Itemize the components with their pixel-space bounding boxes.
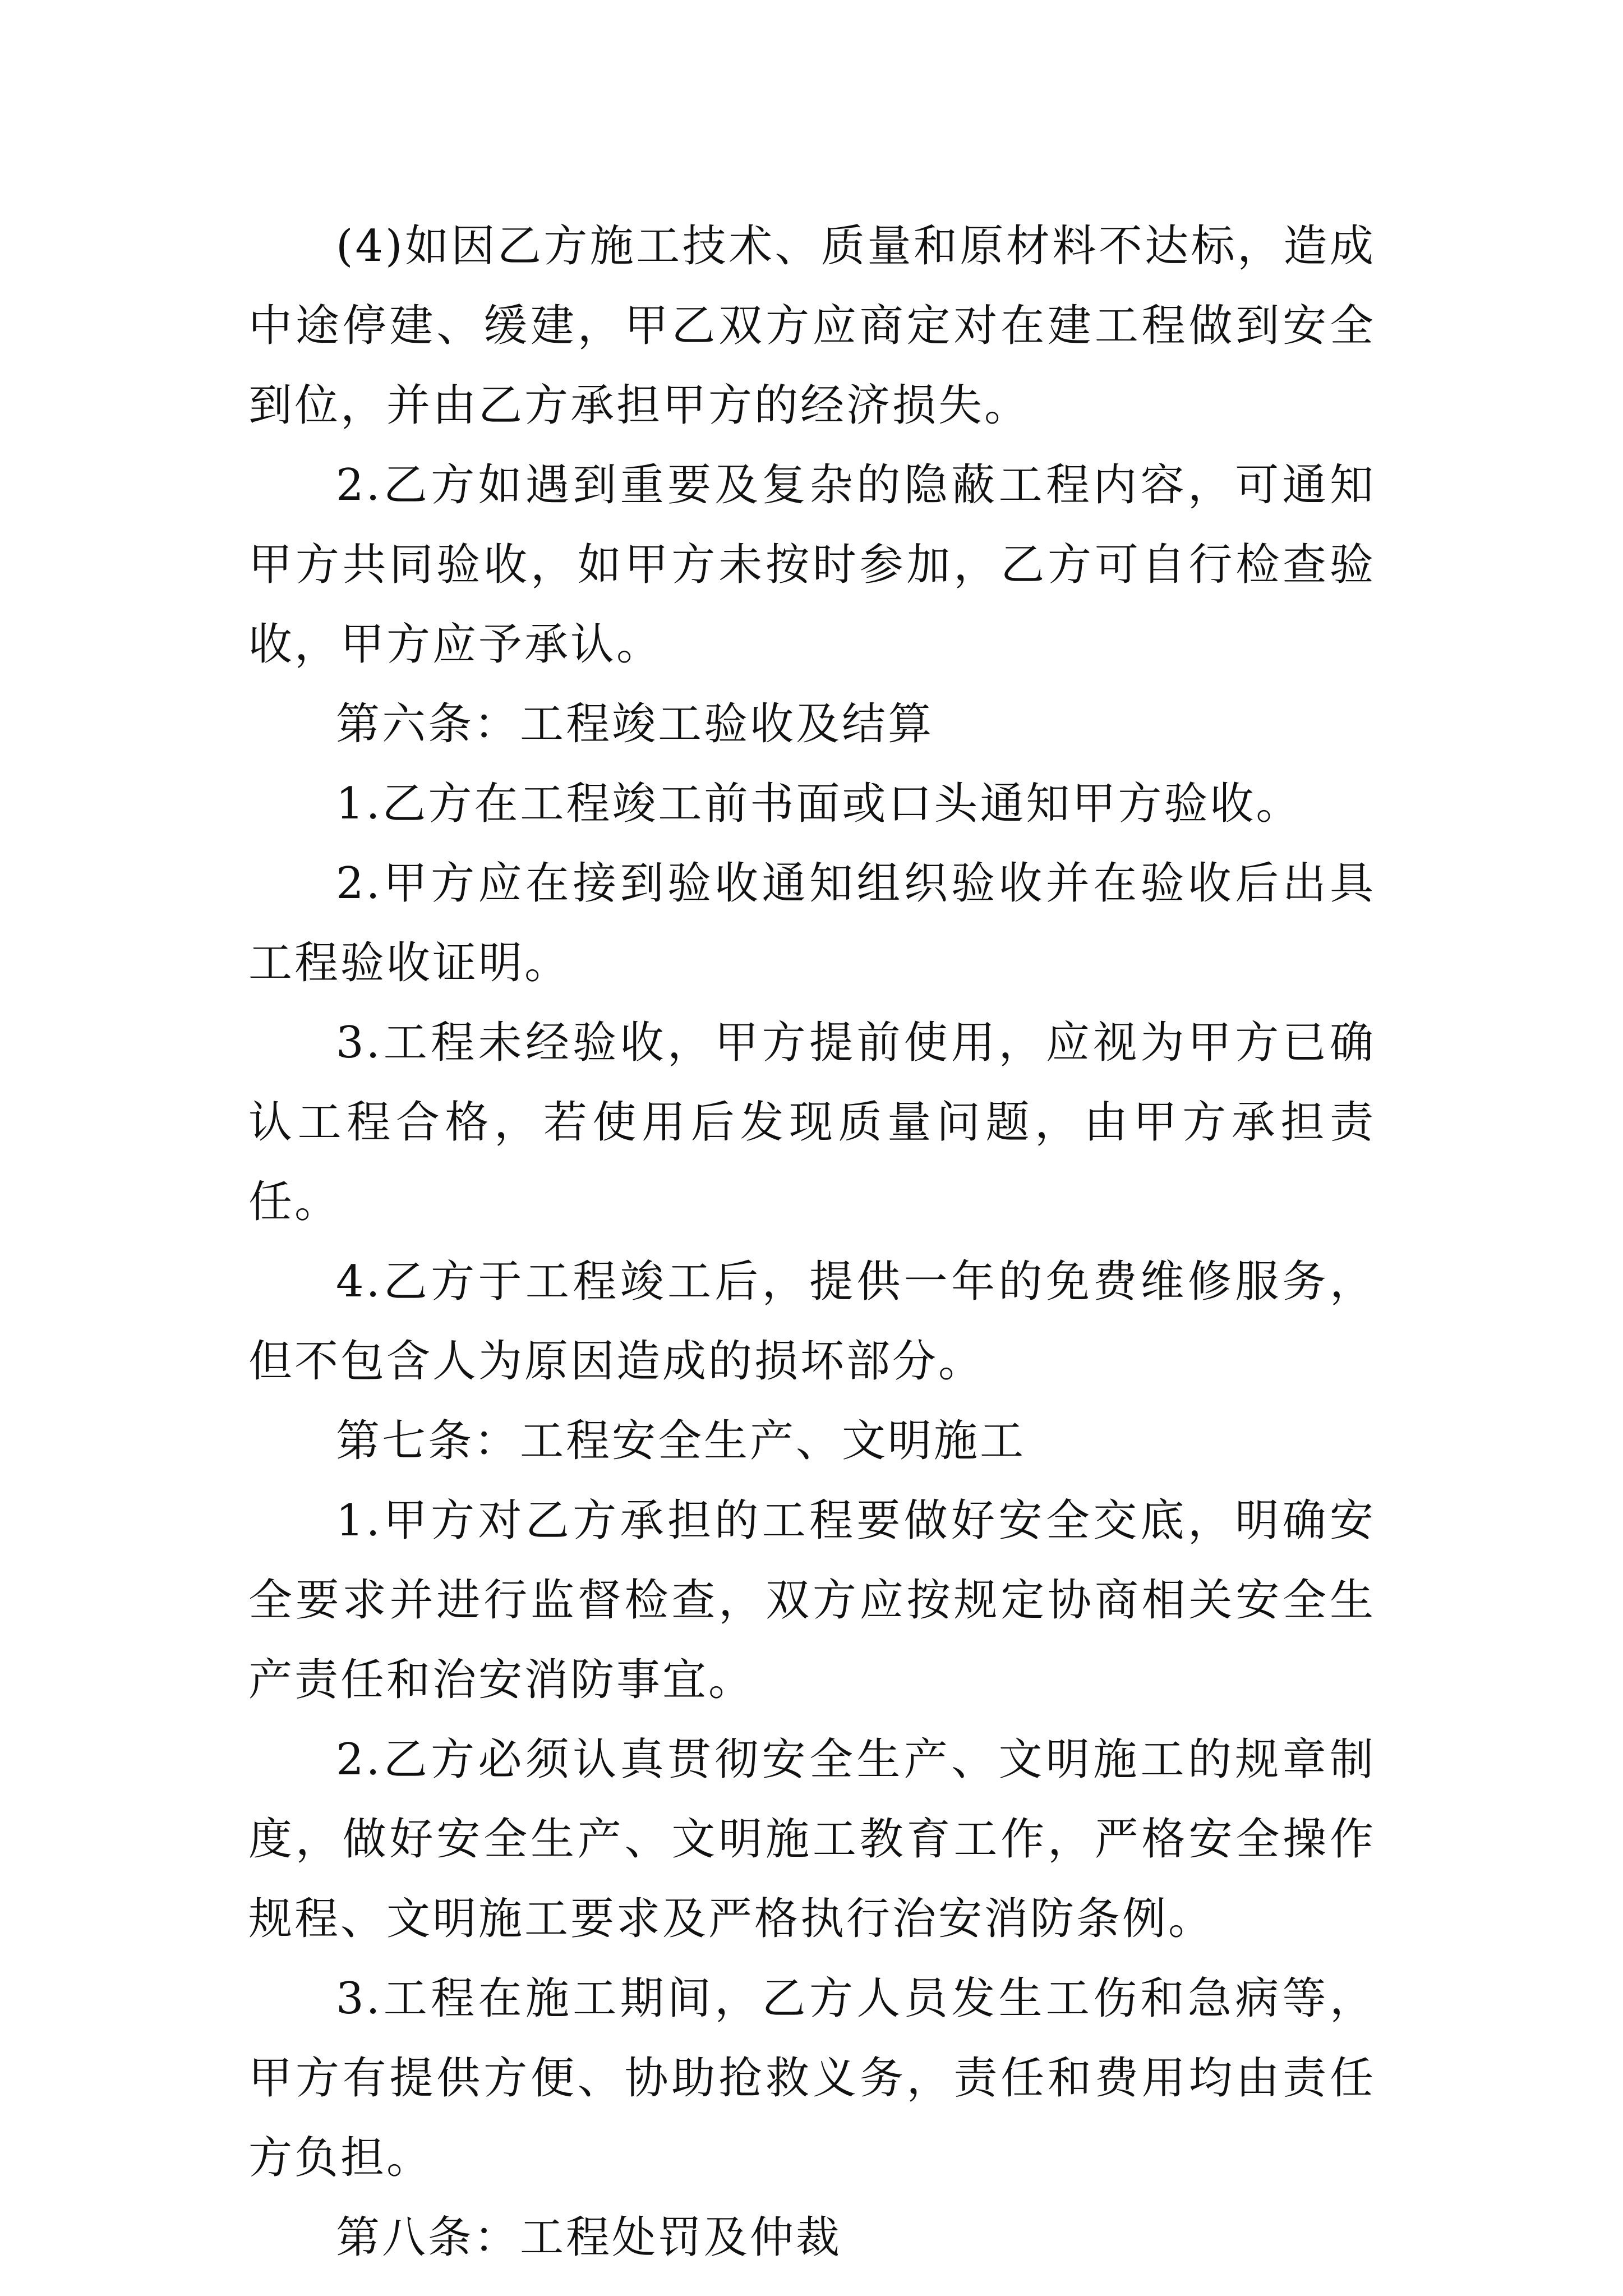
paragraph-4-construction-stoppage: (4)如因乙方施工技术、质量和原材料不达标，造成中途停建、缓建，甲乙双方应商定对在建工程做到安全到位，并由乙方承担甲方的经济损失。	[248, 221, 1376, 431]
paragraph-hidden-works-inspection: 2.乙方如遇到重要及复杂的隐蔽工程内容，可通知甲方共同验收，如甲方未按时参加，乙方可自行检查验收，甲方应予承认。	[248, 460, 1376, 670]
article-8-heading: 第八条：工程处罚及仲裁	[336, 2212, 842, 2263]
article-6-item-2: 2.甲方应在接到验收通知组织验收并在验收后出具工程验收证明。	[248, 858, 1376, 988]
article-6-item-3: 3.工程未经验收，甲方提前使用，应视为甲方已确认工程合格，若使用后发现质量问题，由甲方承担责任。	[248, 1018, 1376, 1227]
article-6-item-1: 1.乙方在工程竣工前书面或口头通知甲方验收。	[336, 779, 1302, 829]
article-6-heading: 第六条：工程竣工验收及结算	[336, 699, 934, 749]
article-7-heading: 第七条：工程安全生产、文明施工	[336, 1416, 1026, 1466]
article-7-item-3: 3.工程在施工期间，乙方人员发生工伤和急病等，甲方有提供方便、协助抢救义务，责任和费用均由责任方负担。	[248, 1973, 1376, 2183]
article-7-item-1: 1.甲方对乙方承担的工程要做好安全交底，明确安全要求并进行监督检查，双方应按规定协商相关安全生产责任和治安消防事宜。	[248, 1496, 1376, 1705]
article-6-item-4: 4.乙方于工程竣工后，提供一年的免费维修服务，但不包含人为原因造成的损坏部分。	[248, 1257, 1376, 1387]
article-7-item-2: 2.乙方必须认真贯彻安全生产、文明施工的规章制度，做好安全生产、文明施工教育工作，严格安全操作规程、文明施工要求及严格执行治安消防条例。	[248, 1734, 1376, 1944]
document-body	[248, 206, 1376, 2277]
